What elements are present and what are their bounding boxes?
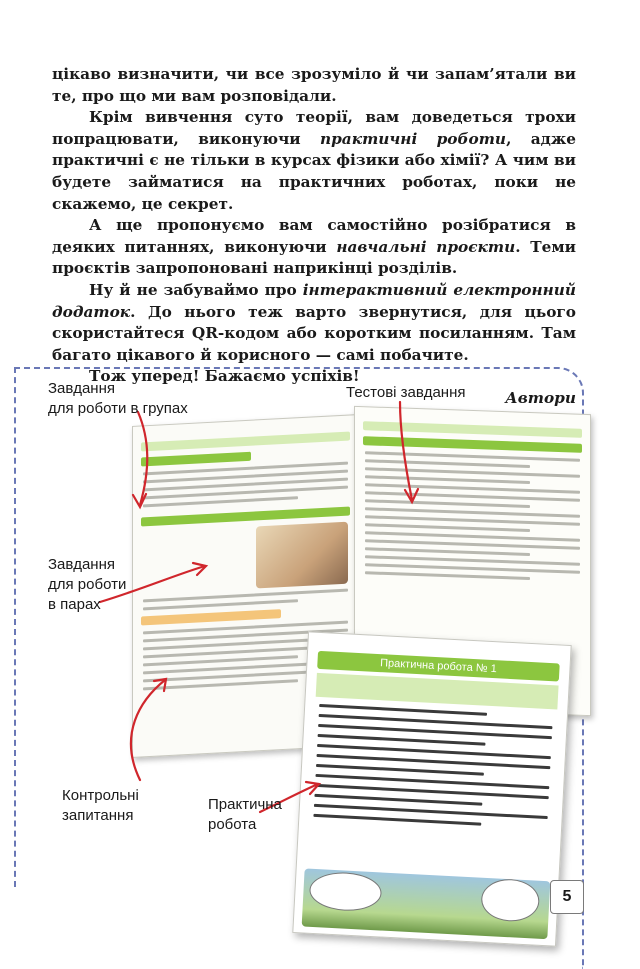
- paragraph-1: цікаво визначити, чи все зрозуміло й чи запам’ятали ви те, про що ми вам розповідали.: [52, 65, 576, 105]
- paragraph-2: Крім вивчення суто теорії, вам доведеться трохи попрацювати, виконуючи практичні роботи, адже практичні є не тільки в курсах фізики або хімії? А чим ви будете займатися на практичних роботах, поки не скажемо, це секрет.: [52, 108, 576, 213]
- arrow-test-tasks: [400, 402, 412, 500]
- label-group-work: Завдання для роботи в групах: [48, 380, 188, 417]
- page-number: 5: [550, 880, 584, 914]
- arrow-group-work: [138, 412, 147, 505]
- paragraph-3: А ще пропонуємо вам самостійно розібратися в деяких питаннях, виконуючи навчальні проєкти. Теми проєктів запропоновані наприкінці розділів.: [52, 216, 576, 278]
- arrow-control-questions: [131, 680, 165, 780]
- label-practical-work: Практична робота: [208, 796, 282, 833]
- label-pair-work: Завдання для роботи в парах: [48, 556, 127, 613]
- sheet-title: Практична робота № 1: [317, 651, 560, 682]
- label-test-tasks: Тестові завдання: [346, 384, 466, 401]
- paragraph-5: Тож уперед! Бажаємо успіхів!: [89, 367, 360, 386]
- label-control-questions: Контрольні запитання: [62, 787, 139, 824]
- paragraph-4: Ну й не забуваймо про інтерактивний електронний додаток. До нього теж варто звернутися, для цього скористайтеся QR-кодом або коротким посиланням. Там багато цікавого й корисного — самі побачите.: [52, 280, 576, 364]
- authors-signature: Автори: [505, 388, 576, 407]
